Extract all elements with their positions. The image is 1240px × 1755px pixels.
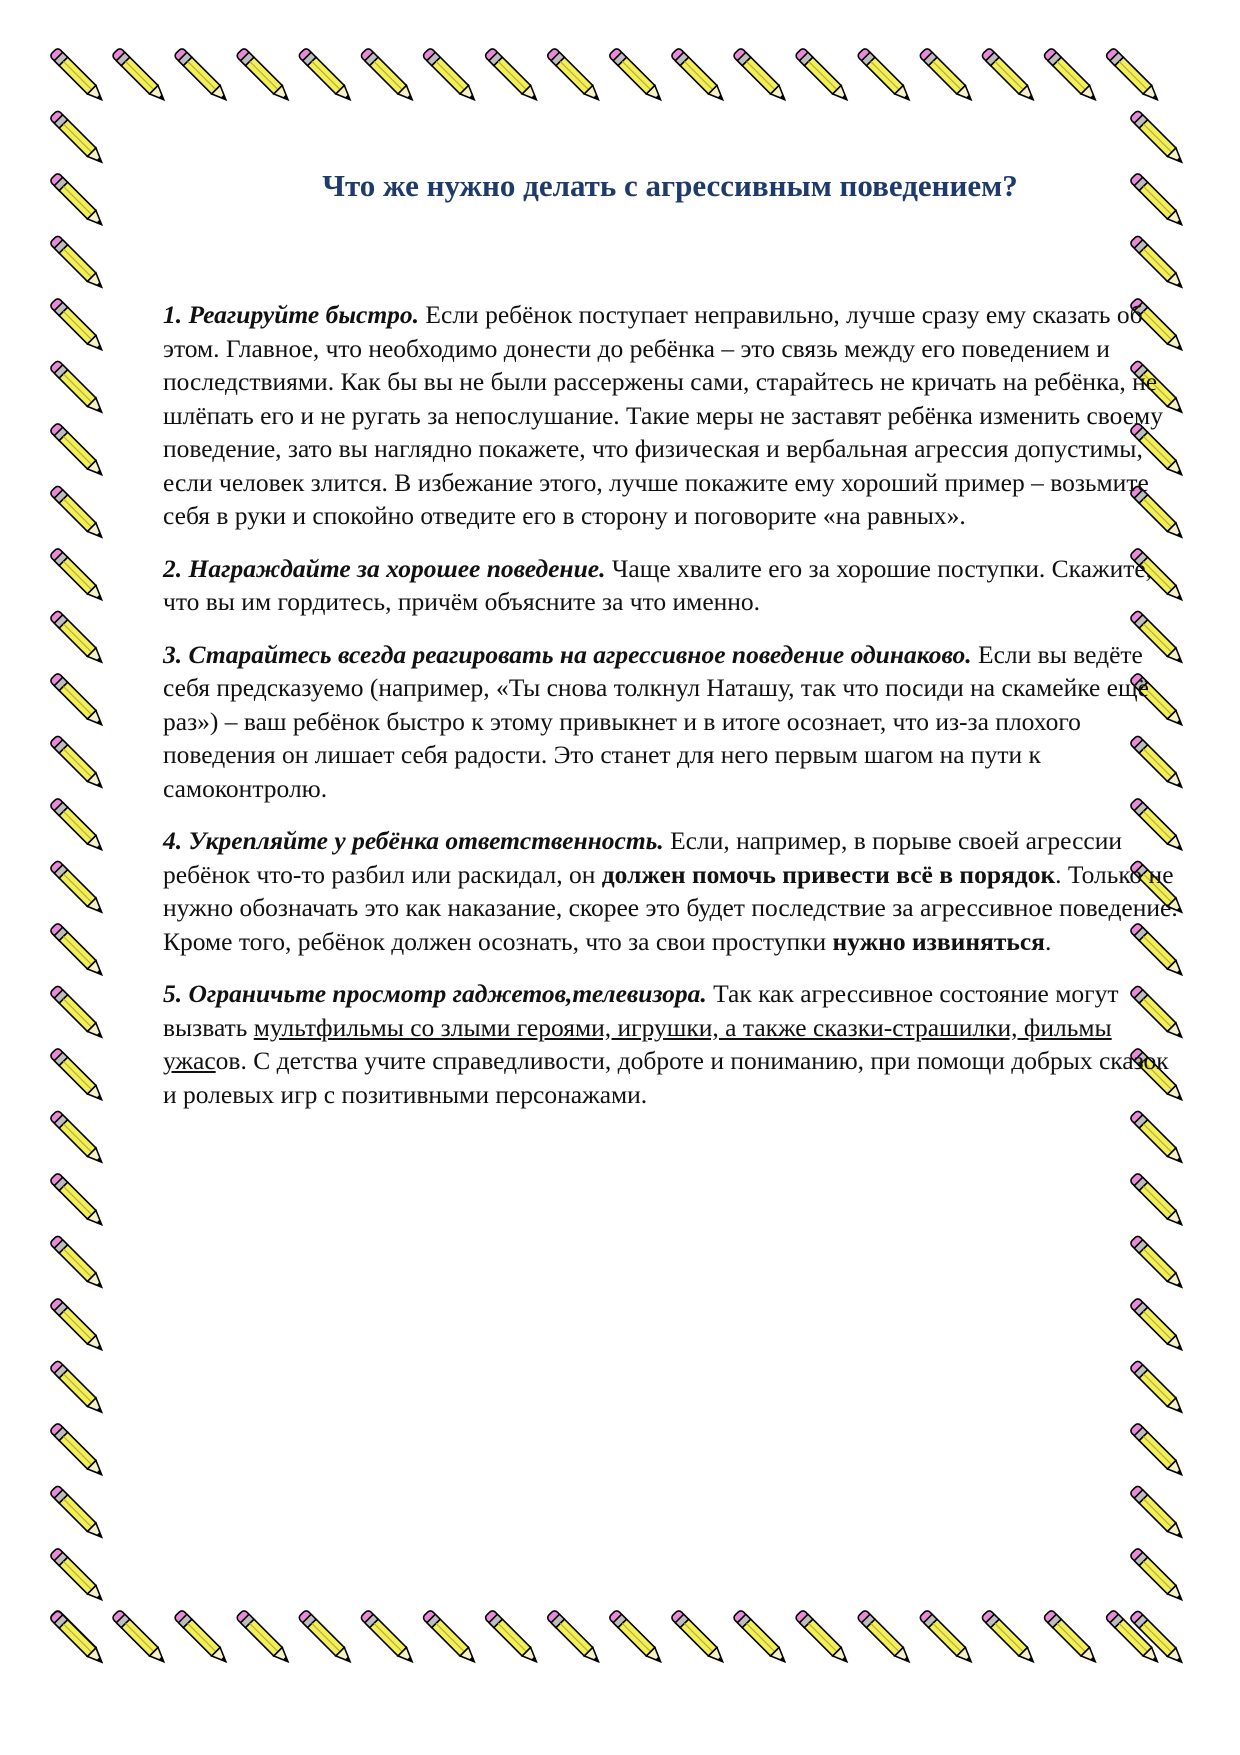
pencil-icon <box>49 1422 106 1479</box>
pencil-icon <box>49 1110 106 1167</box>
pencil-icon <box>298 1609 355 1666</box>
pencil-icon <box>981 1609 1038 1666</box>
pencil-icon <box>608 47 665 104</box>
pencil-icon <box>49 547 106 604</box>
paragraph-2-heading: 2. Награждайте за хорошее поведение. <box>163 553 606 583</box>
pencil-icon <box>1129 110 1186 167</box>
pencil-icon <box>49 360 106 417</box>
pencil-icon <box>857 1609 914 1666</box>
pencil-icon <box>49 1610 106 1667</box>
pencil-icon <box>49 1047 106 1104</box>
pencil-icon <box>422 1609 479 1666</box>
pencil-icon <box>795 47 852 104</box>
pencil-icon <box>1129 1485 1186 1542</box>
pencil-icon <box>422 47 479 104</box>
pencil-icon <box>49 1172 106 1229</box>
pencil-icon <box>49 735 106 792</box>
pencil-icon <box>546 47 603 104</box>
pencil-icon <box>49 985 106 1042</box>
pencil-icon <box>49 672 106 729</box>
pencil-icon <box>360 47 417 104</box>
paragraph-1-heading: 1. Реагируйте быстро. <box>163 300 420 329</box>
pencil-icon <box>49 485 106 542</box>
pencil-icon <box>360 1609 417 1666</box>
pencil-icon <box>608 1609 665 1666</box>
pencil-icon <box>49 297 106 354</box>
paragraph-3 <box>163 638 1183 806</box>
pencil-icon <box>981 47 1038 104</box>
pencil-icon <box>174 47 231 104</box>
pencil-icon <box>49 1547 106 1604</box>
paragraph-3-heading: 3. Старайтесь всегда реагировать на агрессивное поведение одинаково. <box>163 639 972 669</box>
paragraph-4-heading: 4. Укрепляйте у ребёнка ответственность. <box>163 826 664 855</box>
pencil-icon <box>1043 47 1100 104</box>
pencil-icon <box>1129 1297 1186 1354</box>
pencil-icon <box>49 610 106 667</box>
pencil-icon <box>111 47 168 104</box>
pencil-icon <box>1105 47 1162 104</box>
pencil-icon <box>795 1609 852 1666</box>
pencil-icon <box>111 1609 168 1666</box>
pencil-icon <box>919 1609 976 1666</box>
pencil-icon <box>546 1609 603 1666</box>
pencil-icon <box>732 1609 789 1666</box>
paragraph-5-text-part-1: Так как агрессивное состояние могут вызвать <box>163 979 1119 1042</box>
pencil-icon <box>1129 1172 1186 1229</box>
paragraph-2-text: Чаще хвалите его за хорошие поступки. Скажите, что вы им гордитесь, причём объясните за что именно. <box>163 553 1153 616</box>
pencil-icon <box>49 1235 106 1292</box>
pencil-icon <box>49 47 106 104</box>
paragraph-4-bold-phrase-2: нужно извиняться <box>832 926 1045 956</box>
paragraph-3-text: Если вы ведёте себя предсказуемо (например, «Ты снова толкнул Наташу, так что посиди на скамейке ещё раз») – ваш ребёнок быстро к этому привыкнет и в итоге осознает, что из-за плохого поведения он лишает себя радости. Это станет для него первым шагом на пути к самоконтролю. <box>163 639 1149 803</box>
pencil-icon <box>1129 1235 1186 1292</box>
pencil-icon <box>670 47 727 104</box>
paragraph-4-text-part-3: . <box>1044 926 1052 956</box>
pencil-icon <box>49 422 106 479</box>
pencil-icon <box>236 1609 293 1666</box>
pencil-icon <box>1043 1609 1100 1666</box>
pencil-icon <box>49 1485 106 1542</box>
paragraph-5 <box>163 977 1183 1111</box>
pencil-icon <box>484 1609 541 1666</box>
paragraph-4-text-part-1: Если, например, в порыве своей агрессии ребёнок что-то разбил или раскидал, он <box>163 826 1122 889</box>
paragraph-4-bold-phrase-1: должен помочь привести всё в порядок <box>601 859 1056 889</box>
pencil-icon <box>1129 235 1186 292</box>
paragraph-5-text-part-2: ов. С детства учите справедливости, доброте и пониманию, при помощи добрых сказок и ролевых игр с позитивными персонажами. <box>163 1046 1169 1109</box>
pencil-icon <box>49 110 106 167</box>
pencil-icon <box>1129 1360 1186 1417</box>
pencil-icon <box>49 860 106 917</box>
pencil-icon <box>484 47 541 104</box>
pencil-icon <box>49 1360 106 1417</box>
article-body <box>163 298 1183 1130</box>
paragraph-1-text: Если ребёнок поступает неправильно, лучше сразу ему сказать об этом. Главное, что необходимо донести до ребёнка – это связь между его поведением и последствиями. Как бы вы не были рассержены сами, старайтесь не кричать на ребёнка, не шлёпать его и не ругать за непослушание. Такие меры не заставят ребёнка изменить своему поведение, зато вы наглядно покажете, что физическая и вербальная агрессия допустимы, если человек злится. В избежание этого, лучше покажите ему хороший пример – возьмите себя в руки и спокойно отведите его в сторону и поговорите «на равных». <box>163 300 1163 530</box>
pencil-icon <box>49 172 106 229</box>
pencil-icon <box>49 922 106 979</box>
pencil-icon <box>1129 172 1186 229</box>
pencil-icon <box>1129 1422 1186 1479</box>
pencil-icon <box>49 797 106 854</box>
pencil-icon <box>174 1609 231 1666</box>
paragraph-5-underlined-phrase: мультфильмы со злыми героями, игрушки, а также сказки-страшилки, фильмы ужас <box>163 1012 1112 1075</box>
paragraph-1 <box>163 298 1183 533</box>
pencil-icon <box>670 1609 727 1666</box>
pencil-icon <box>49 1297 106 1354</box>
pencil-icon <box>857 47 914 104</box>
pencil-icon <box>298 47 355 104</box>
paragraph-5-heading: 5. Ограничьте просмотр гаджетов,телевизора. <box>163 979 707 1008</box>
pencil-icon <box>919 47 976 104</box>
pencil-icon <box>732 47 789 104</box>
paragraph-4 <box>163 824 1183 958</box>
pencil-icon <box>49 235 106 292</box>
paragraph-2 <box>163 552 1183 619</box>
page-title: Что же нужно делать с агрессивным поведением? <box>322 168 1018 203</box>
pencil-icon <box>1129 1547 1186 1604</box>
pencil-icon <box>236 47 293 104</box>
paragraph-4-text-part-2: . Только не нужно обозначать это как наказание, скорее это будет последствие за агрессивное поведение. Кроме того, ребёнок должен осознать, что за свои проступки <box>163 859 1178 956</box>
